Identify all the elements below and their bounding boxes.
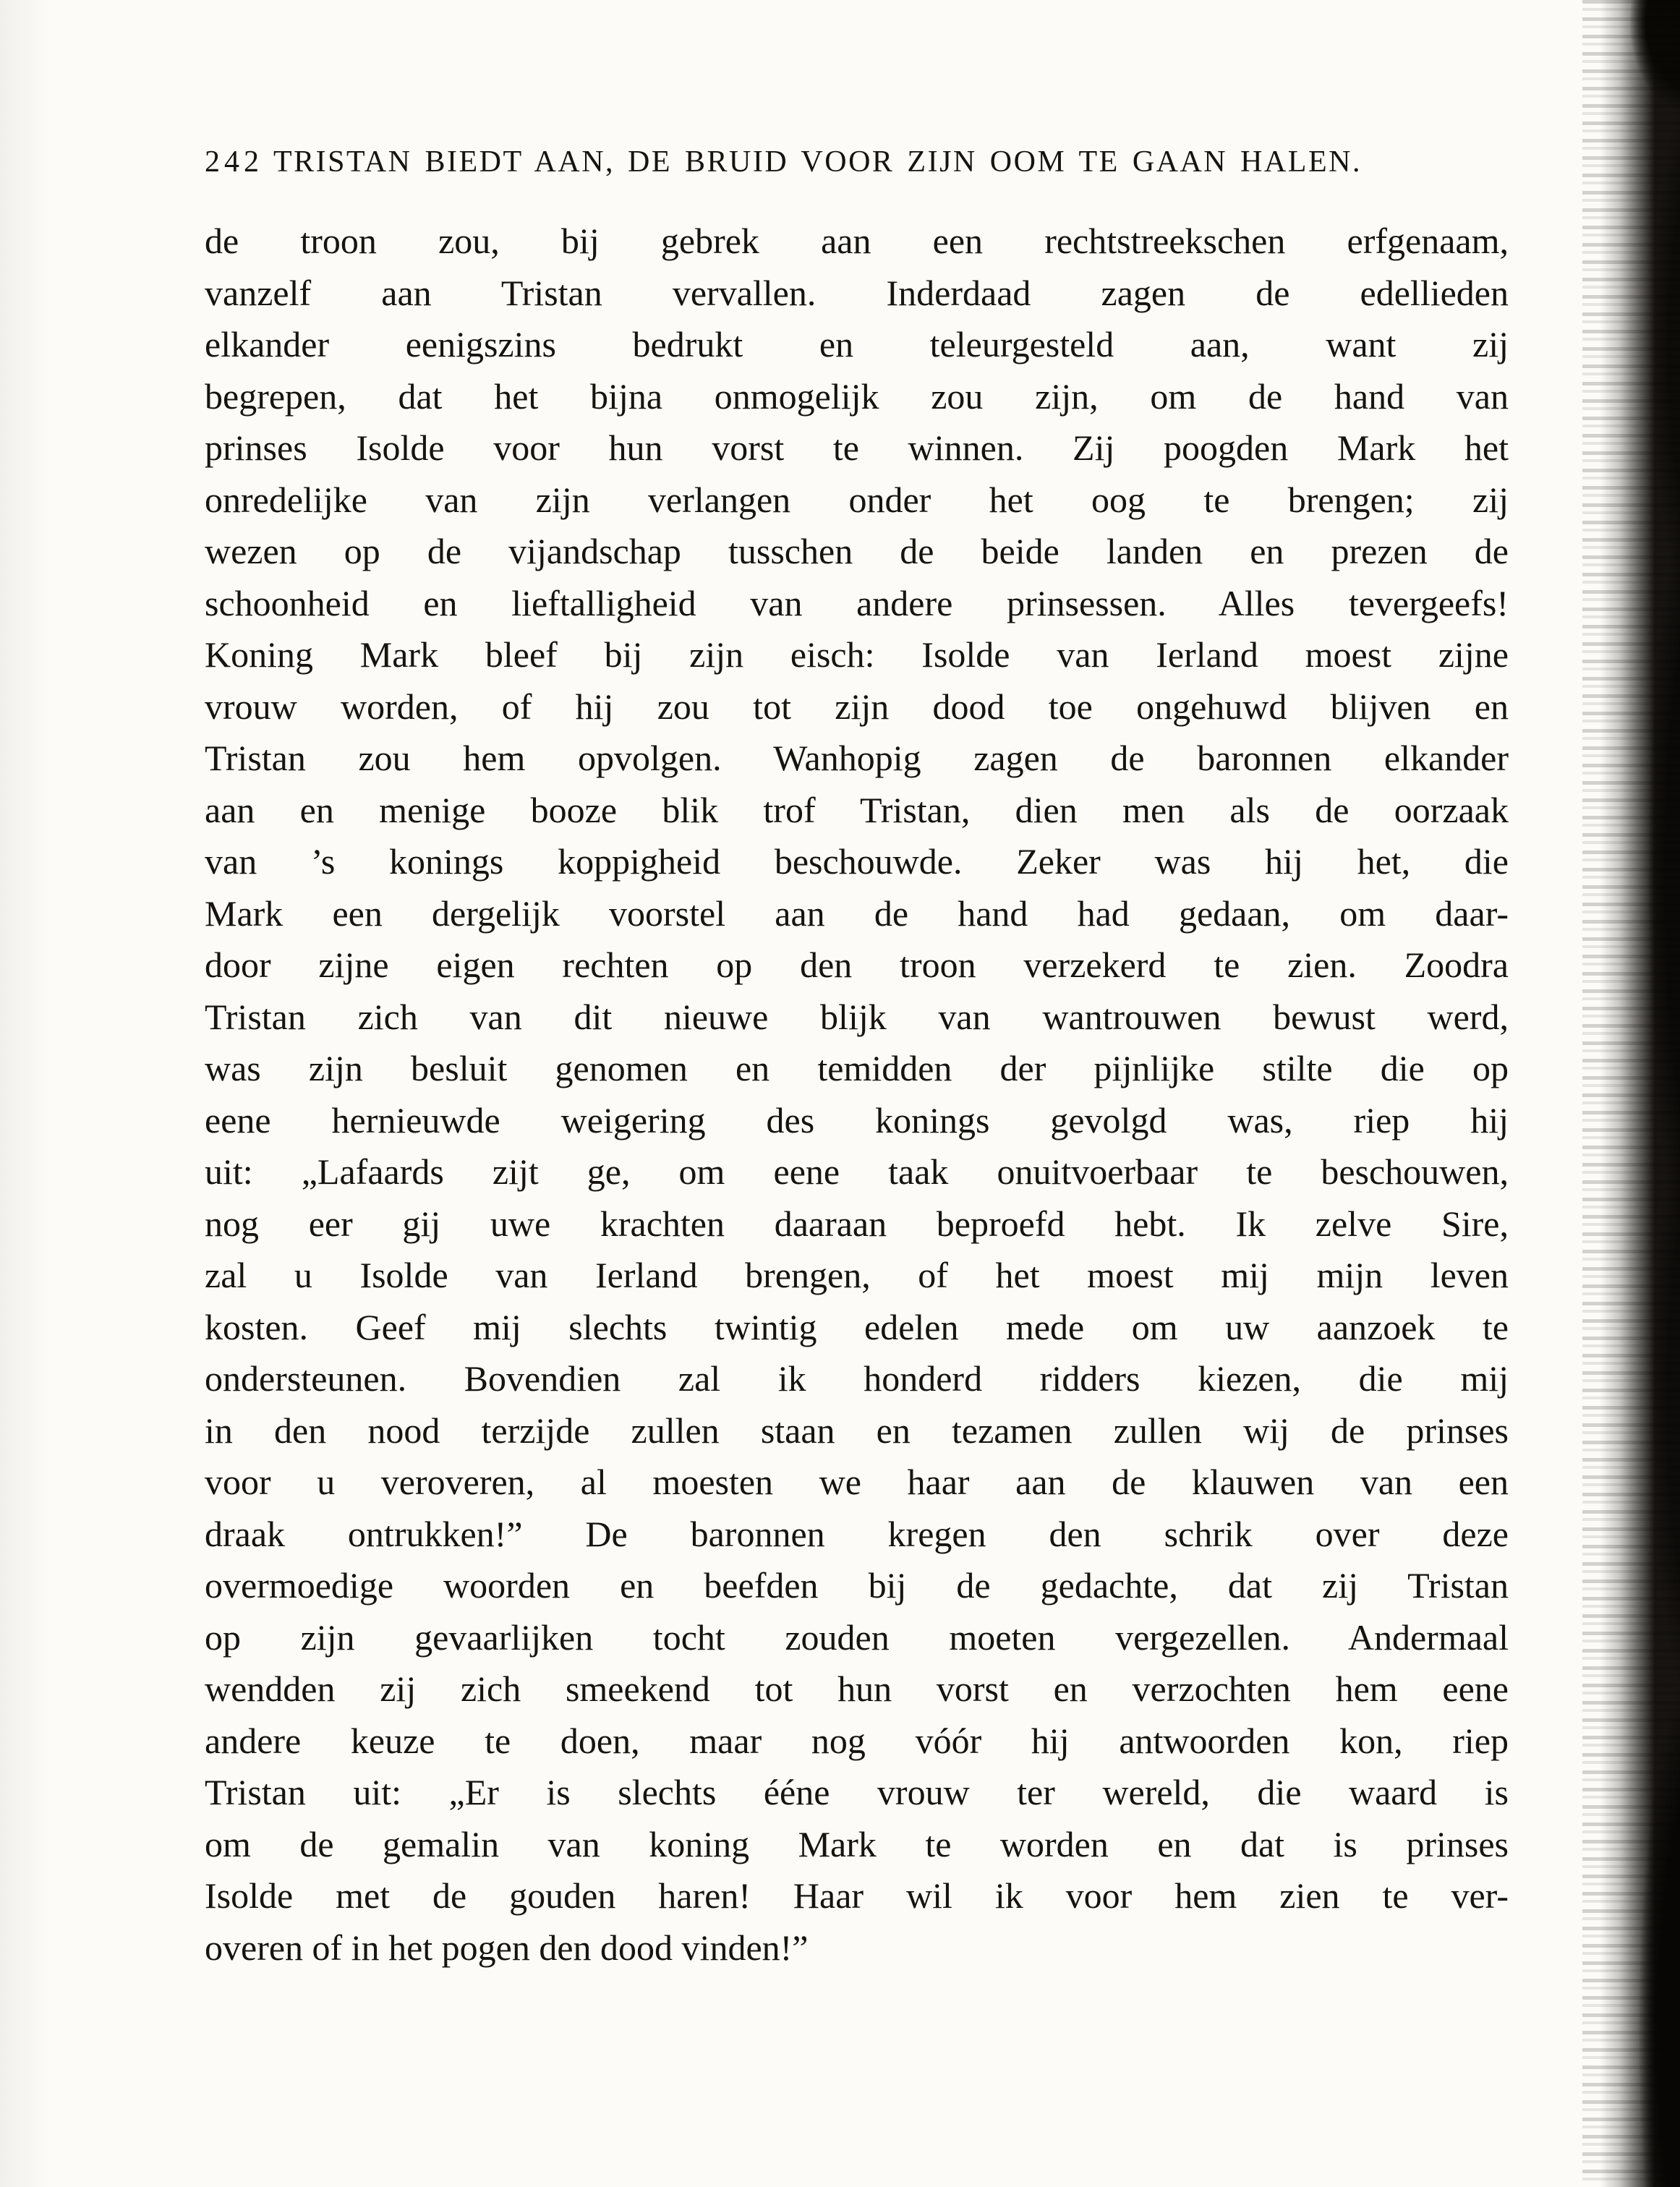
text-line: kosten. Geef mij slechts twintig edelen mede om uw aanzoek te [205, 1306, 1509, 1347]
gutter-shade [0, 0, 51, 2187]
text-line: wendden zij zich smeekend tot hun vorst en verzochten hem eene [205, 1668, 1509, 1709]
text-line: overmoedige woorden en beefden bij de gedachte, dat zij Tristan [205, 1565, 1509, 1606]
text-line: onredelijke van zijn verlangen onder het oog te brengen; zij [205, 479, 1509, 520]
text-line: op zijn gevaarlijken tocht zouden moeten vergezellen. Andermaal [205, 1616, 1509, 1658]
text-line: draak ontrukken!” De baronnen kregen den schrik over deze [205, 1513, 1509, 1554]
text-line: vanzelf aan Tristan vervallen. Inderdaad zagen de edellieden [205, 272, 1509, 313]
text-line: elkander eenigszins bedrukt en teleurgesteld aan, want zij [205, 324, 1509, 364]
text-line: eene hernieuwde weigering des konings gevolgd was, riep hij [205, 1099, 1509, 1141]
text-line: de troon zou, bij gebrek aan een rechtstreekschen erfgenaam, [205, 221, 1509, 261]
text-line: Mark een dergelijk voorstel aan de hand had gedaan, om daar- [205, 892, 1509, 934]
text-line: uit: „Lafaards zijt ge, om eene taak onuitvoerbaar te beschouwen, [205, 1151, 1509, 1192]
text-line: van ’s konings koppigheid beschouwde. Zeker was hij het, die [205, 841, 1509, 882]
text-line: Tristan zou hem opvolgen. Wanhopig zagen de baronnen elkander [205, 738, 1509, 778]
text-line: door zijne eigen rechten op den troon verzekerd te zien. Zoodra [205, 945, 1509, 985]
text-line: nog eer gij uwe krachten daaraan beproefd hebt. Ik zelve Sire, [205, 1203, 1509, 1244]
running-header [205, 145, 1510, 179]
text-line: in den nood terzijde zullen staan en tezamen zullen wij de prinses [205, 1410, 1509, 1451]
text-line: Isolde met de gouden haren! Haar wil ik voor hem zien te ver- [205, 1875, 1509, 1916]
text-line: prinses Isolde voor hun vorst te winnen. Zij poogden Mark het [205, 427, 1509, 468]
header-title: TRISTAN BIEDT AAN, DE BRUID VOOR ZIJN OOM TE GAAN HALEN. [273, 145, 1362, 179]
text-line: wezen op de vijandschap tusschen de beide landen en prezen de [205, 531, 1509, 571]
body-text [205, 216, 1509, 1974]
text-line: aan en menige booze blik trof Tristan, dien men als de oorzaak [205, 789, 1509, 830]
text-line: begrepen, dat het bijna onmogelijk zou zijn, om de hand van [205, 375, 1509, 417]
text-line: andere keuze te doen, maar nog vóór hij antwoorden kon, riep [205, 1720, 1509, 1761]
text-line: schoonheid en lieftalligheid van andere prinsessen. Alles tevergeefs! [205, 582, 1509, 623]
text-line: vrouw worden, of hij zou tot zijn dood toe ongehuwd blijven en [205, 686, 1509, 727]
text-line: zal u Isolde van Ierland brengen, of het moest mij mijn leven [205, 1255, 1509, 1295]
text-line: ondersteunen. Bovendien zal ik honderd ridders kiezen, die mij [205, 1358, 1509, 1399]
page-number: 242 [205, 145, 263, 179]
text-line: overen of in het pogen den dood vinden!” [205, 1927, 809, 1968]
scan-artifact-band [1582, 0, 1680, 2187]
text-line: om de gemalin van koning Mark te worden en dat is prinses [205, 1823, 1509, 1864]
text-line: was zijn besluit genomen en temidden der pijnlijke stilte die op [205, 1048, 1509, 1088]
text-line: voor u veroveren, al moesten we haar aan de klauwen van een [205, 1462, 1509, 1502]
text-line: Koning Mark bleef bij zijn eisch: Isolde van Ierland moest zijne [205, 634, 1509, 675]
text-line: Tristan uit: „Er is slechts ééne vrouw ter wereld, die waard is [205, 1772, 1509, 1812]
text-line: Tristan zich van dit nieuwe blijk van wantrouwen bewust werd, [205, 996, 1509, 1037]
